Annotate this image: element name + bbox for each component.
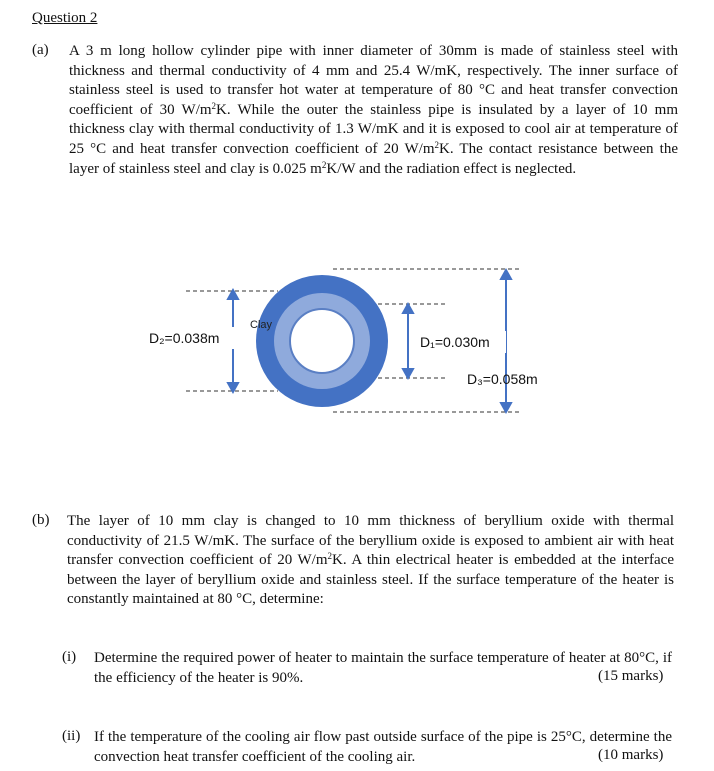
pipe-bore: [290, 309, 354, 373]
d3-label: D₃=0.058m: [467, 371, 538, 387]
part-b-i-marks: (15 marks): [598, 668, 664, 684]
d1-label: D₁=0.030m: [420, 334, 490, 350]
clay-label: Clay: [250, 319, 273, 331]
part-a-text: A 3 m long hollow cylinder pipe with inner diameter of 30mm is made of stainless steel with thickness and thermal conductivity of 4 mm and 25.4 W/mK, respectively. The inner surface of stainless steel is used to transfer hot water at temperature of 80 °C and heat transfer convection coefficient of 30 $W/m^2K$. While the outer the stainless pipe is insulated by a layer of 10 mm thickness clay with thermal conductivity of 1.3 W/mK and it is exposed to cool air at temperature of 25 °C and heat transfer convection coefficient of 20 $W/m^2K$. The contact resistance between the layer of stainless steel and clay is 0.025 $m^2K/W$ and the radiation effect is neglected.: [69, 43, 679, 177]
question-title: Question 2: [32, 10, 98, 26]
d3-arrow-head-down: [501, 403, 511, 412]
part-b-i-text: Determine the required power of heater to maintain the surface temperature of heater at 80°C, if the efficiency of the heater is 90%.: [94, 650, 672, 686]
part-b-i-label: (i): [62, 649, 77, 665]
d2-label: D₂=0.038m: [149, 330, 220, 346]
part-b-label: (b): [32, 512, 50, 528]
part-b-text: The layer of 10 mm clay is changed to 10 mm thickness of beryllium oxide with thermal conductivity of 21.5 W/mK. The surface of the beryllium oxide is exposed to ambient air with heat transfer convection coefficient of 20 $W/m^2K$. A thin electrical heater is embedded at the interface between the layer of beryllium oxide and stainless steel. If the surface temperature of the heater is constantly maintained at 80 °C, determine:: [67, 513, 674, 608]
part-b-ii-text: If the temperature of the cooling air flow past outside surface of the pipe is 25°C, determine the convection heat transfer coefficient of the cooling air.: [94, 729, 672, 765]
part-b-ii-label: (ii): [62, 728, 81, 744]
d3-arrow-head-up: [501, 270, 511, 279]
d1-arrow-head-down: [403, 369, 413, 378]
d1-arrow-head-up: [403, 304, 413, 313]
part-b-ii-marks: (10 marks): [598, 747, 664, 763]
part-a-label: (a): [32, 42, 49, 58]
pipe-cross-section-diagram: [0, 255, 714, 425]
